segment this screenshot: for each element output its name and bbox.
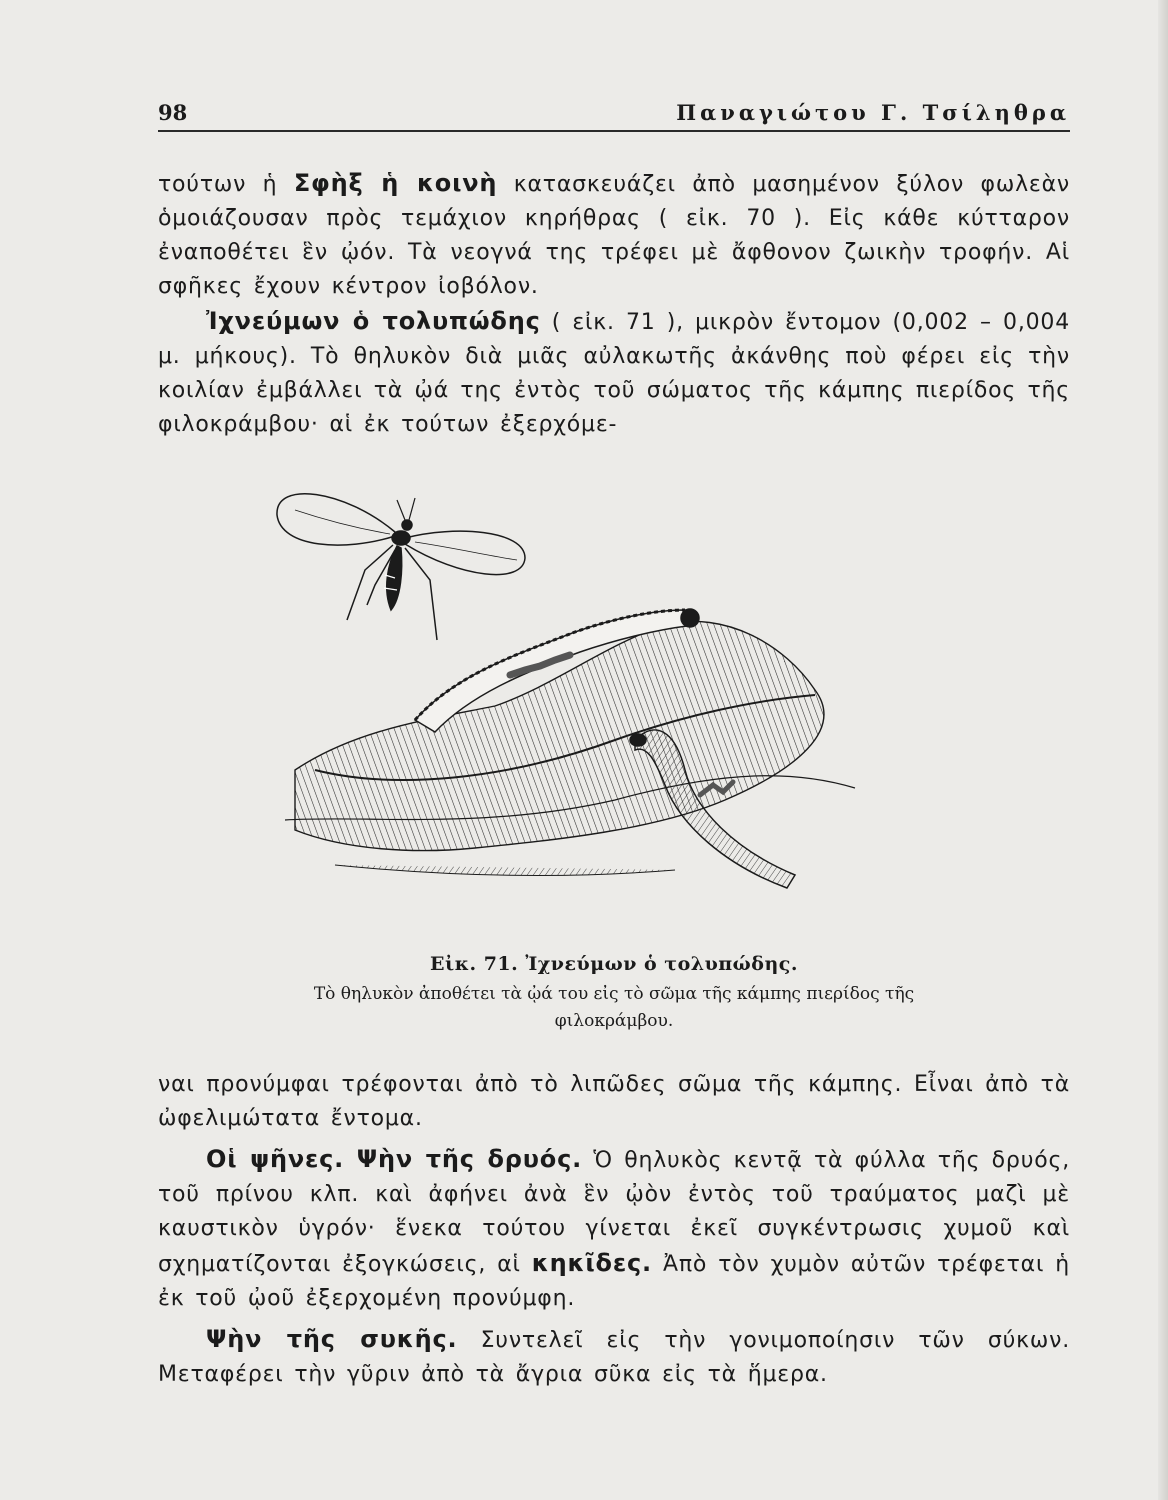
paragraph-wasp [158, 166, 1070, 304]
paragraph-wasp-lead: τούτων ἡ [158, 172, 294, 197]
paragraph-gall-wasp [158, 1142, 1070, 1316]
top-text-block [158, 166, 1070, 442]
paragraph-gall-wasp-text: Ὁ θηλυκὸς κεντᾷ τὰ φύλλα τῆς δρυός, τοῦ πρίνου κλπ. καὶ ἀφήνει ἀνὰ ἓν ᾠὸν ἐντὸς τοῦ τραύματος μαζὶ μὲ καυστικὸν ὑγρόν· ἕνεκα τούτου γίνεται ἐκεῖ συγκέντρωσις χυμοῦ καὶ σχηματίζονται ἐξογκώσεις, αἱ [158, 1148, 1070, 1277]
caption-title: Εἰκ. 71. Ἰχνεύμων ὁ τολυπώδης. [430, 953, 798, 975]
figure-ichneumon-illustration [255, 470, 935, 910]
paragraph-fig-wasp [158, 1322, 1070, 1392]
wasp-drawing [277, 494, 525, 640]
term-gall-wasps: Οἱ ψῆνες. Ψὴν τῆς δρυός. [206, 1145, 583, 1173]
paragraph-fig-wasp-text: Συντελεῖ εἰς τὴν γονιμοποίησιν τῶν σύκων. Μεταφέρει τὴν γῦριν ἀπὸ τὰ ἄγρια σῦκα εἰς τὰ ἥμερα. [158, 1328, 1070, 1387]
running-head: Παναγιώτου Γ. Τσίληθρα [676, 100, 1070, 125]
term-galls: κηκῖδες. [531, 1249, 652, 1277]
bottom-text-block [158, 1068, 1070, 1392]
paragraph-ichneumon-text: ( εἰκ. 71 ), μικρὸν ἔντομον (0,002 – 0,004 μ. μήκους). Τὸ θηλυκὸν διὰ μιᾶς αὐλακωτῆς ἀκάνθης ποὺ φέρει εἰς τὴν κοιλίαν ἐμβάλλει τὰ ᾠά της ἐντὸς τοῦ σώματος τῆς κάμπης πιερίδος τῆς φιλοκράμβου· αἱ ἐκ τούτων ἐξερχόμε- [158, 310, 1070, 437]
caption-text: Τὸ θηλυκὸν ἀποθέτει τὰ ᾠά του εἰς τὸ σῶμα τῆς κάμπης πιερίδος τῆς φιλοκράμβου. [313, 984, 915, 1031]
page-number: 98 [158, 100, 188, 125]
term-ichneumon: Ἰχνεύμων ὁ τολυπώδης [206, 307, 541, 335]
paragraph-ichneumon [158, 304, 1070, 442]
term-common-wasp: Σφὴξ ἡ κοινὴ [293, 169, 498, 197]
paragraph-gall-wasp-rest: Ἀπὸ τὸν χυμὸν αὐτῶν τρέφεται ἡ ἐκ τοῦ ᾠοῦ ἐξερχομένη προνύμφη. [158, 1252, 1070, 1311]
paragraph-larvae: ναι προνύμφαι τρέφονται ἀπὸ τὸ λιπῶδες σῶμα τῆς κάμπης. Εἶναι ἀπὸ τὰ ὠφελιμώτατα ἔντομα. [158, 1072, 1070, 1131]
cabbage-leaf-drawing [285, 621, 855, 875]
figure-caption [158, 953, 1070, 1035]
page-header [158, 98, 1070, 132]
page-edge-shadow [1158, 0, 1168, 1500]
paragraph-wasp-text: κατασκευάζει ἀπὸ μασημένον ξύλον φωλεὰν ὁμοιάζουσαν πρὸς τεμάχιον κηρήθρας ( εἰκ. 70 ). Εἰς κάθε κύτταρον ἐναποθέτει ἓν ᾠόν. Τὰ νεογνά της τρέφει μὲ ἄφθονον ζωικὴν τροφήν. Αἱ σφῆκες ἔχουν κέντρον ἰοβόλον. [158, 172, 1070, 299]
term-fig-wasp: Ψὴν τῆς συκῆς. [206, 1325, 458, 1353]
